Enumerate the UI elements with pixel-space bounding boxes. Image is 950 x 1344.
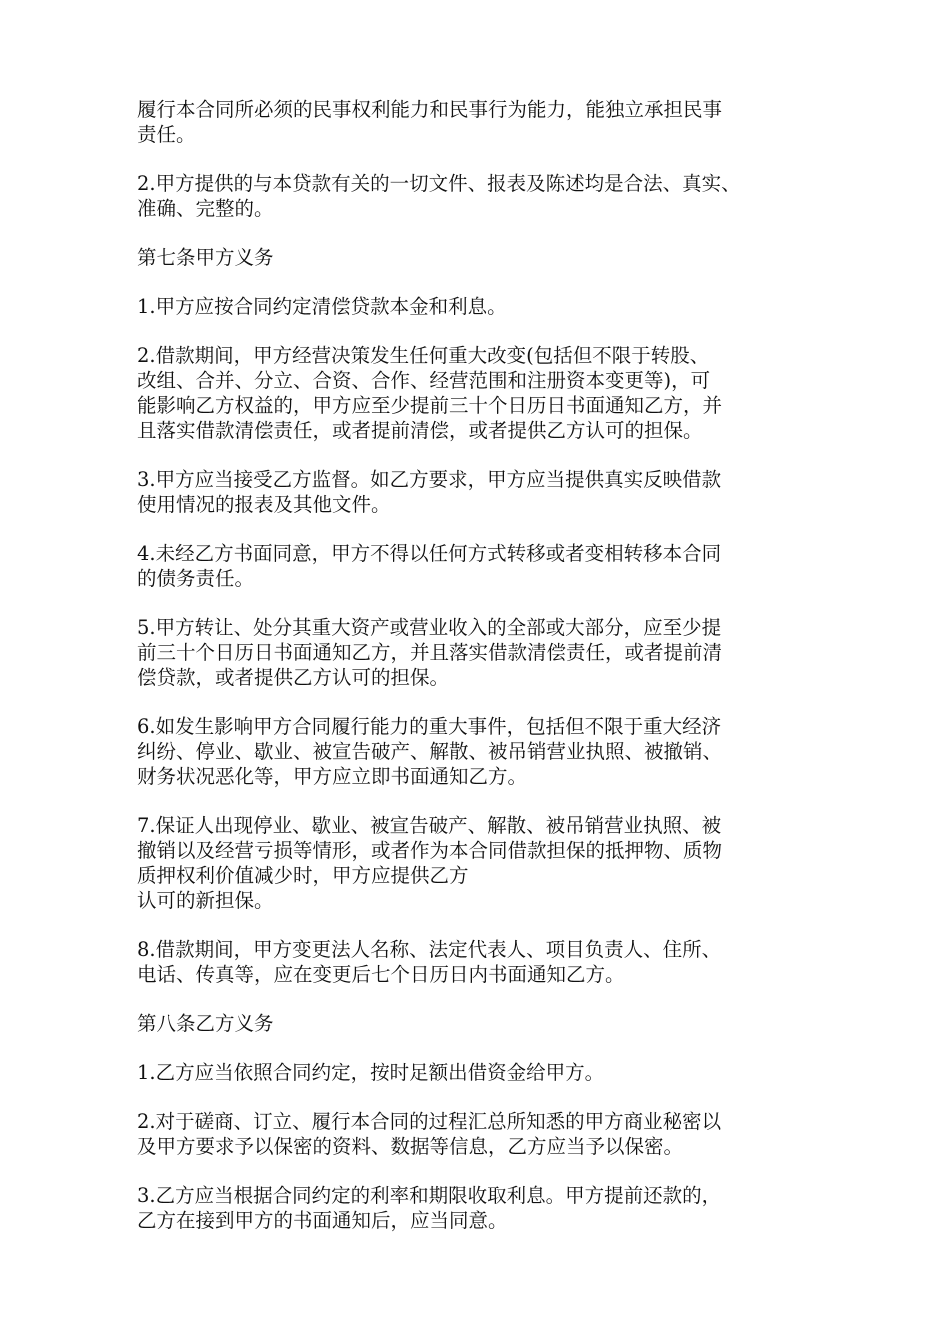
text-line: 认可的新担保。 — [137, 889, 274, 912]
section-heading — [137, 1011, 827, 1036]
heading-text: 第八条乙方义务 — [137, 1012, 274, 1035]
text-line: 4.未经乙方书面同意，甲方不得以任何方式转移或者变相转移本合同 — [137, 542, 722, 565]
text-line: 准确、完整的。 — [137, 197, 274, 220]
text-line: 撤销以及经营亏损等情形，或者作为本合同借款担保的抵押物、质物 — [137, 839, 723, 862]
text-line: 8.借款期间，甲方变更法人名称、法定代表人、项目负责人、住所、 — [137, 938, 722, 961]
paragraph — [137, 1060, 827, 1085]
text-line: 2.借款期间，甲方经营决策发生任何重大改变(包括但不限于转股、 — [137, 344, 710, 367]
text-line: 质押权利价值减少时，甲方应提供乙方 — [137, 864, 469, 887]
paragraph — [137, 97, 827, 147]
text-line: 及甲方要求予以保密的资料、数据等信息，乙方应当予以保密。 — [137, 1135, 684, 1158]
text-line: 2.对于磋商、订立、履行本合同的过程汇总所知悉的甲方商业秘密以 — [137, 1110, 722, 1133]
text-line: 且落实借款清偿责任，或者提前清偿，或者提供乙方认可的担保。 — [137, 419, 703, 442]
paragraph — [137, 171, 827, 221]
paragraph — [137, 1183, 827, 1233]
text-line: 履行本合同所必须的民事权利能力和民事行为能力，能独立承担民事 — [137, 98, 723, 121]
text-line: 偿贷款，或者提供乙方认可的担保。 — [137, 666, 450, 689]
paragraph — [137, 294, 827, 319]
text-line: 3.乙方应当根据合同约定的利率和期限收取利息。甲方提前还款的， — [137, 1184, 722, 1207]
section-heading — [137, 245, 827, 270]
paragraph — [137, 467, 827, 517]
paragraph — [137, 813, 827, 913]
paragraph — [137, 343, 827, 443]
text-line: 的债务责任。 — [137, 567, 255, 590]
text-line: 3.甲方应当接受乙方监督。如乙方要求，甲方应当提供真实反映借款 — [137, 468, 722, 491]
paragraph — [137, 615, 827, 690]
text-line: 2.甲方提供的与本贷款有关的一切文件、报表及陈述均是合法、真实、 — [137, 172, 741, 195]
text-line: 1.乙方应当依照合同约定，按时足额出借资金给甲方。 — [137, 1061, 605, 1084]
text-line: 改组、合并、分立、合资、合作、经营范围和注册资本变更等)，可 — [137, 369, 711, 392]
text-line: 5.甲方转让、处分其重大资产或营业收入的全部或大部分，应至少提 — [137, 616, 722, 639]
text-line: 7.保证人出现停业、歇业、被宣告破产、解散、被吊销营业执照、被 — [137, 814, 722, 837]
text-line: 6.如发生影响甲方合同履行能力的重大事件，包括但不限于重大经济 — [137, 715, 722, 738]
paragraph — [137, 1109, 827, 1159]
text-line: 1.甲方应按合同约定清偿贷款本金和利息。 — [137, 295, 507, 318]
text-line: 使用情况的报表及其他文件。 — [137, 493, 391, 516]
paragraph — [137, 937, 827, 987]
text-line: 乙方在接到甲方的书面通知后，应当同意。 — [137, 1209, 508, 1232]
document-page — [137, 97, 827, 1257]
text-line: 纠纷、停业、歇业、被宣告破产、解散、被吊销营业执照、被撤销、 — [137, 740, 723, 763]
heading-text: 第七条甲方义务 — [137, 246, 274, 269]
text-line: 电话、传真等，应在变更后七个日历日内书面通知乙方。 — [137, 963, 625, 986]
paragraph — [137, 714, 827, 789]
text-line: 责任。 — [137, 123, 196, 146]
text-line: 财务状况恶化等，甲方应立即书面通知乙方。 — [137, 765, 528, 788]
paragraph — [137, 541, 827, 591]
text-line: 前三十个日历日书面通知乙方，并且落实借款清偿责任，或者提前清 — [137, 641, 723, 664]
text-line: 能影响乙方权益的，甲方应至少提前三十个日历日书面通知乙方，并 — [137, 394, 723, 417]
